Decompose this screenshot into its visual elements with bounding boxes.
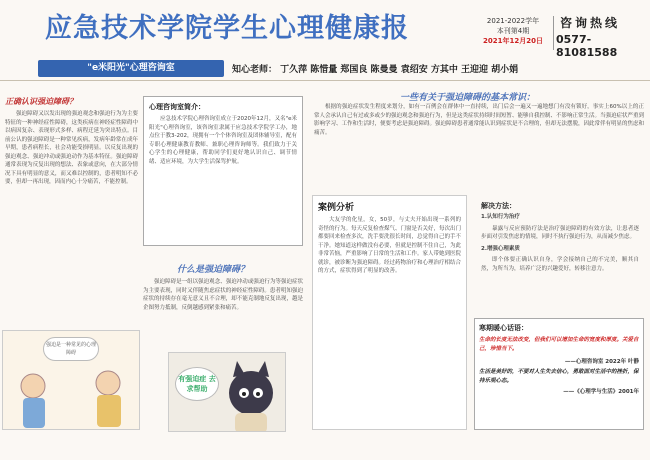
issue-number: 本刊第4期 [496, 27, 530, 35]
banner-row [0, 60, 650, 77]
basic-knowledge-heading: 一些有关于强迫障碍的基本常识： [400, 93, 536, 103]
section-text: 强迫障碍又以发出现的强迫观念和强迫行为为主要特征的一种神经症性障碍，这类疾病在神经症性障碍中以病因复杂、表现形式多样、病程迁延为突出特点。目前公认的强迫障碍是一种常见疾病，发病年龄常在成年早期，患者病程长，社会功能受损明显。以反复出现的强迫观念、强迫冲动或强迫动作为基本特征。强迫障碍通常表现为反复出现的想法、表象或意向，在大部分情况下具有明显的意义，而又难以控制的，患者明知不必要，但却一再出现，因而内心十分痛苦，不能控制。 [5, 111, 138, 185]
issue-year: 2021-2022学年 [486, 17, 540, 25]
teachers-label: 知心老师： [232, 65, 278, 75]
solution-1-title: 1.认知行为治疗 [481, 214, 520, 220]
divider [0, 80, 650, 81]
cat-character-icon [169, 353, 286, 432]
solution-2-title: 2.增强心理素质 [481, 245, 520, 252]
hotline-label: 咨询热线 [560, 16, 621, 30]
issue-info [474, 16, 552, 46]
newsletter-title: 应急技术学院学生心理健康报 [45, 13, 409, 44]
people-illustration-icon [3, 331, 140, 430]
what-is-ocd-text: 强迫障碍是一组以强迫观念、强迫冲动或强迫行为等强迫症状为主要表现，同时又伴随焦虑症状的神经症性障碍。患者明知强迫症状的持续存在毫无意义且不合理，却不能克制地反复出现，越是企图努力抵制，反倒越感到紧张和痛苦。 [143, 279, 303, 311]
solution-1-text: 暴露与反应预防疗法是治疗强迫障碍的有效方法，让患者逐步面对引发焦虑的情境，同时不执行强迫行为，从而减少焦虑。 [481, 225, 639, 240]
speech-bubble: 强迫是一种常见的心理障碍 [43, 337, 99, 361]
illustration-cat [168, 352, 286, 432]
hotline-phone: 0577-81081588 [556, 33, 618, 59]
solution-2-text: 即个体要正确认识自身，学会接纳自己的不完美，顺其自然，为所当为，培养广泛的兴趣爱好，转移注意力。 [481, 257, 639, 272]
solutions-title: 解决方法： [481, 202, 516, 210]
basic-knowledge-text: 根据的强迫症状发生程度来划分，如有一百例会在群体中一直持续，出门后会一遍又一遍地想门有没有锁好，事实上60%以上的正常人会承认自己有过或多或少的强迫观念和强迫行为，但是这类症状持续时间短暂、能够自我控制、不影响正常生活。当强迫症状严重到影响学习、工作和生活时，便要考虑是强迫障碍。强迫障碍患者通常能认识到症状是不合理的，但却无法摆脱，因此常伴有明显的焦虑和痛苦。 [314, 104, 645, 136]
what-is-ocd-text-wrap [143, 275, 303, 312]
basic-knowledge-wrap [314, 100, 644, 137]
issue-date: 2021年12月20日 [483, 37, 543, 45]
illustration-people [2, 330, 140, 430]
teachers-line [232, 62, 518, 75]
masthead [0, 0, 650, 58]
what-is-ocd-heading: 什么是强迫障碍？ [177, 265, 250, 275]
intro-title: 心理咨询室简介： [149, 103, 205, 111]
tips-quote: 生活是美好的，不要对人生失去信心，勇敢面对生活中的挫折，保持乐观心态。 [479, 369, 639, 384]
section-heading: 正确认识强迫障碍？ [5, 97, 77, 106]
tips-attribution: ——心理咨询室 2022年 叶静 [564, 359, 639, 365]
speech-bubble: 有强迫症 去求帮助 [175, 367, 219, 401]
tips-title: 寒期暖心话语： [479, 324, 528, 332]
counseling-room-tag: "e米阳光"心理咨询室 [38, 60, 224, 77]
counseling-intro-box [143, 96, 303, 246]
teachers-names: 丁久萍 陈惜量 郑国良 陈曼曼 袁绍安 方其中 王迎迎 胡小娟 [280, 65, 519, 75]
solutions-box [478, 198, 642, 328]
case-analysis-box [312, 195, 467, 430]
case-text: 大友学的化星，女，50岁，与丈夫开始出现一系列的奇怪的行为。每天反复检查煤气、门窗是否关好，每次出门都要回来检查多次，洗手要洗很长时间，总觉得自己的手不干净。她知道这样做没有必要，但就是控制不住自己，为此非常苦恼，严重影响了日常的生活和工作。家人带她到医院就诊，被诊断为强迫障碍。经过药物治疗和心理治疗相结合的方式，症状得到了明显的改善。 [318, 217, 462, 274]
warm-tips-box [474, 318, 644, 430]
tips-message: 生命的长度无法改变，但我们可以增加生命的宽度和厚度。关爱自己，珍惜当下。 [479, 337, 639, 352]
case-title: 案例分析 [318, 203, 355, 213]
divider [553, 16, 554, 50]
tips-quote-attribution: ——《心理学与生活》2001年 [563, 389, 639, 395]
intro-text: 应急技术学院心理咨询室成立于2020年12月，又名"e米阳光"心理咨询室，该咨询室隶属于应急技术学院学工办，地点位于教3-202，现拥有一个个体咨询室及团体辅导室，配有专职心理健康教育教师、兼职心理咨询师等。我们致力于关心学生的心理健康，帮助同学们更好地认识自己、调节情绪、适应环境，为大学生活保驾护航。 [149, 116, 297, 165]
